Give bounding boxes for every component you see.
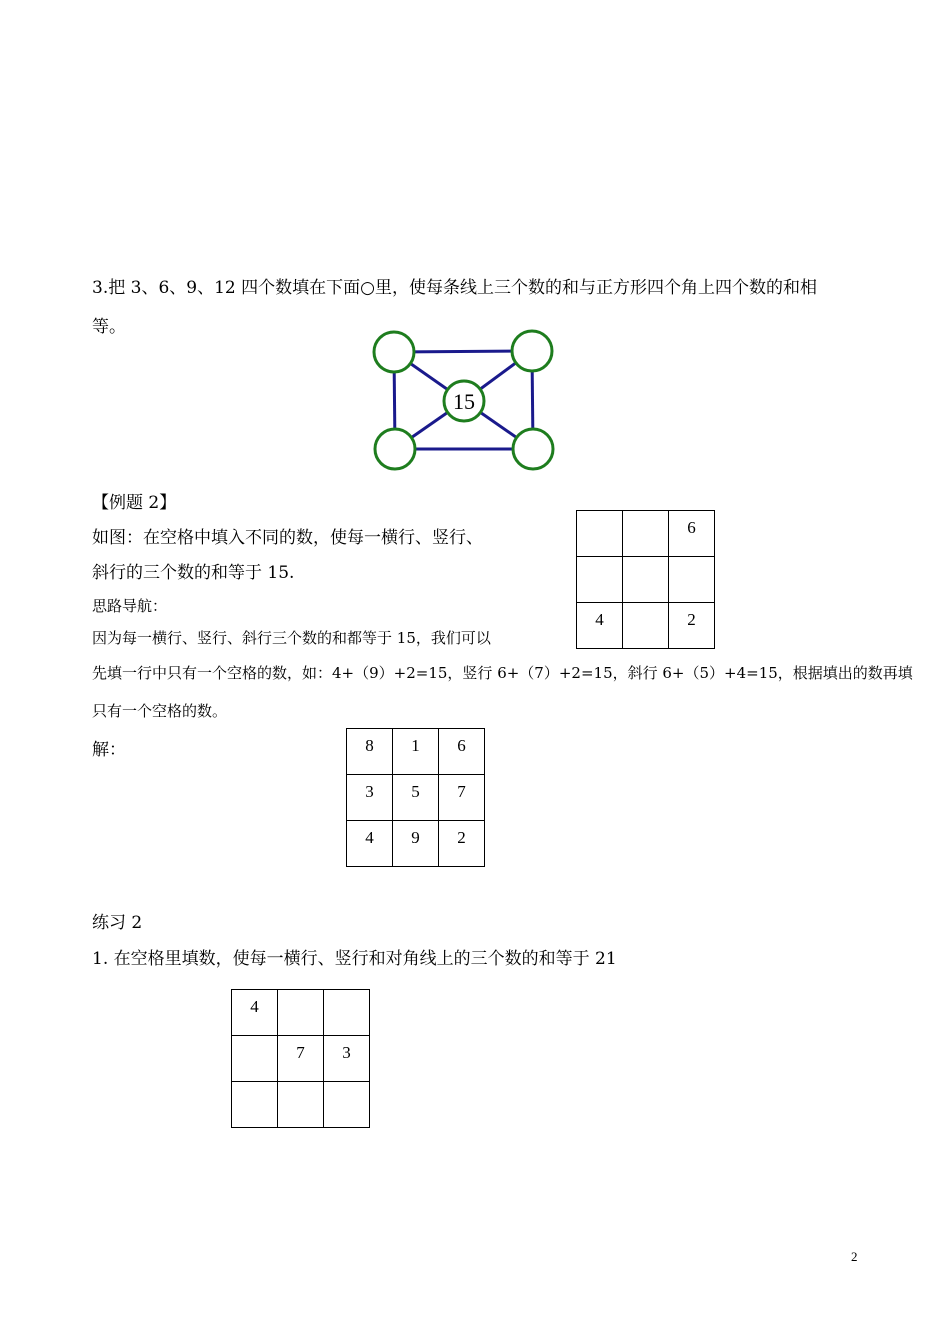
- grid-cell: [278, 990, 324, 1036]
- grid-cell: [278, 1082, 324, 1128]
- problem3-text-line2: 等。: [92, 317, 126, 337]
- grid-cell: 8: [347, 729, 393, 775]
- circle-top-right: [512, 331, 552, 371]
- grid-cell: [324, 1082, 370, 1128]
- circle-diagram: [365, 325, 565, 475]
- example2-desc-line2: 斜行的三个数的和等于 15.: [92, 563, 295, 583]
- grid-cell: [232, 1082, 278, 1128]
- grid-cell: 7: [439, 775, 485, 821]
- grid-cell: [623, 603, 669, 649]
- practice2-grid: [231, 989, 370, 1128]
- hint-line3: 只有一个空格的数。: [92, 702, 228, 720]
- grid-cell: 1: [393, 729, 439, 775]
- hint-line2: 先填一行中只有一个空格的数，如：4+（9）+2=15，竖行 6+（7）+2=15，斜行 6+（5）+4=15，根据填出的数再填: [92, 664, 913, 682]
- solution-label: 解：: [92, 740, 126, 760]
- circle-bottom-left: [375, 429, 415, 469]
- center-value: 15: [453, 389, 475, 414]
- hint-title: 思路导航：: [92, 597, 168, 615]
- grid-cell: 3: [347, 775, 393, 821]
- circle-bottom-right: [513, 429, 553, 469]
- grid-cell: 6: [439, 729, 485, 775]
- grid-cell: [232, 1036, 278, 1082]
- grid-cell: 3: [324, 1036, 370, 1082]
- problem3-text-line1: 3.把 3、6、9、12 四个数填在下面○里，使每条线上三个数的和与正方形四个角上四个数的和相: [92, 278, 817, 298]
- grid-cell: [324, 990, 370, 1036]
- grid-cell: [577, 557, 623, 603]
- grid-cell: [623, 557, 669, 603]
- grid-cell: 4: [232, 990, 278, 1036]
- grid-cell: 4: [577, 603, 623, 649]
- example2-question-grid: [576, 510, 715, 649]
- practice2-question1: 1. 在空格里填数，使每一横行、竖行和对角线上的三个数的和等于 21: [92, 949, 617, 969]
- example2-desc-line1: 如图：在空格中填入不同的数，使每一横行、竖行、: [92, 528, 483, 548]
- grid-cell: 5: [393, 775, 439, 821]
- grid-cell: 6: [669, 511, 715, 557]
- grid-cell: 4: [347, 821, 393, 867]
- grid-cell: [577, 511, 623, 557]
- hint-line1: 因为每一横行、竖行、斜行三个数的和都等于 15，我们可以: [92, 629, 491, 647]
- grid-cell: [669, 557, 715, 603]
- example2-heading: 【例题 2】: [92, 493, 177, 513]
- grid-cell: 9: [393, 821, 439, 867]
- grid-cell: [623, 511, 669, 557]
- page-number: 2: [851, 1249, 858, 1264]
- circle-top-left: [374, 332, 414, 372]
- example2-solution-grid: [346, 728, 485, 867]
- grid-cell: 7: [278, 1036, 324, 1082]
- grid-cell: 2: [669, 603, 715, 649]
- grid-cell: 2: [439, 821, 485, 867]
- practice2-heading: 练习 2: [92, 913, 143, 933]
